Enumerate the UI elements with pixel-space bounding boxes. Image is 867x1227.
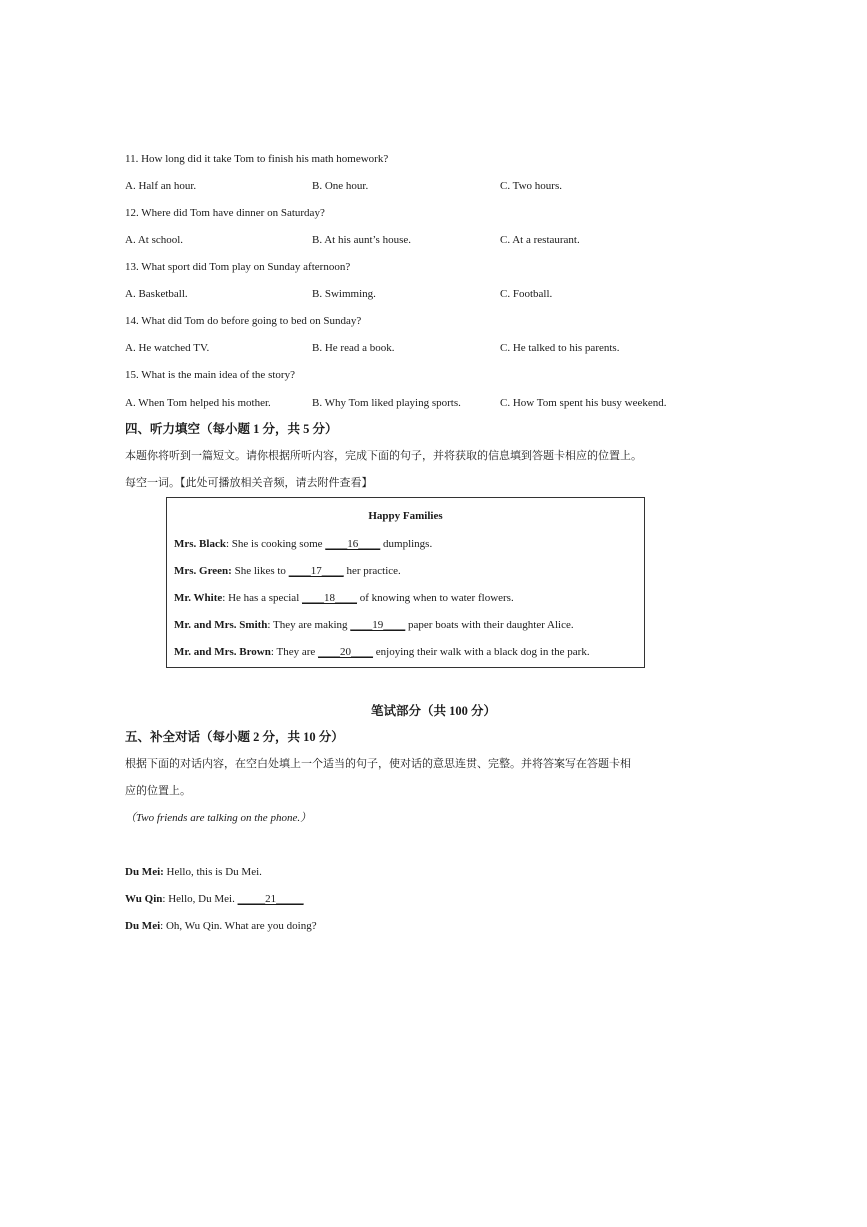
option-a: A. When Tom helped his mother. xyxy=(125,397,271,409)
row-text: : They are making xyxy=(267,619,351,631)
fill-row xyxy=(174,645,590,659)
fill-row xyxy=(174,564,401,578)
blank-19[interactable]: ____19____ xyxy=(350,619,406,631)
blank-16[interactable]: ____16____ xyxy=(325,538,381,550)
dialogue-line xyxy=(125,892,304,906)
row-text: : They are xyxy=(270,646,319,658)
option-c: C. Football. xyxy=(500,288,553,300)
person-name: Mr. and Mrs. Brown xyxy=(174,646,271,658)
written-part-heading: 笔试部分（共 100 分） xyxy=(370,704,496,718)
speaker: Wu Qin xyxy=(125,893,163,905)
option-c: C. He talked to his parents. xyxy=(500,342,620,354)
section-4-heading: 四、听力填空（每小题 1 分，共 5 分） xyxy=(125,422,338,436)
blank-17[interactable]: ____17____ xyxy=(288,565,344,577)
option-a: A. He watched TV. xyxy=(125,342,210,354)
dialogue-scene: （Two friends are talking on the phone.） xyxy=(125,812,312,824)
blank-21[interactable]: _____21_____ xyxy=(237,893,304,905)
option-c: C. How Tom spent his busy weekend. xyxy=(500,397,667,409)
option-b: B. One hour. xyxy=(312,180,369,192)
option-a: A. At school. xyxy=(125,234,184,246)
row-text: her practice. xyxy=(343,565,401,577)
blank-20[interactable]: ____20____ xyxy=(318,646,374,658)
option-b: B. Why Tom liked playing sports. xyxy=(312,397,461,409)
speaker: Du Mei: xyxy=(125,866,164,878)
question-text: 11. How long did it take Tom to finish his math homework? xyxy=(125,153,389,165)
fill-row xyxy=(174,618,574,632)
blank-18[interactable]: ____18____ xyxy=(302,592,357,604)
dialogue-line xyxy=(125,919,317,933)
option-b: B. Swimming. xyxy=(312,288,376,300)
section-5-instruction: 根据下面的对话内容，在空白处填上一个适当的句子，使对话的意思连贯、完整。并将答案写在答题卡相 xyxy=(125,758,631,770)
happy-families-box xyxy=(166,497,645,668)
question-text: 15. What is the main idea of the story? xyxy=(125,369,295,381)
question-text: 14. What did Tom do before going to bed on Sunday? xyxy=(125,315,362,327)
section-5-instruction: 应的位置上。 xyxy=(125,785,191,797)
fill-row xyxy=(174,537,432,551)
dialogue-line xyxy=(125,865,262,879)
box-title: Happy Families xyxy=(368,510,443,522)
speaker: Du Mei xyxy=(125,920,161,932)
row-text: enjoying their walk with a black dog in the park. xyxy=(373,646,590,658)
row-text: of knowing when to water flowers. xyxy=(357,592,514,604)
section-4-instruction: 本题你将听到一篇短文。请你根据所听内容，完成下面的句子，并将获取的信息填到答题卡相应的位置上。 xyxy=(125,450,642,462)
person-name: Mr. and Mrs. Smith xyxy=(174,619,268,631)
question-text: 12. Where did Tom have dinner on Saturday? xyxy=(125,207,325,219)
row-text: paper boats with their daughter Alice. xyxy=(405,619,574,631)
person-name: Mr. White xyxy=(174,592,223,604)
option-c: C. At a restaurant. xyxy=(500,234,580,246)
fill-row xyxy=(174,591,514,605)
question-text: 13. What sport did Tom play on Sunday afternoon? xyxy=(125,261,351,273)
option-a: A. Half an hour. xyxy=(125,180,197,192)
section-5-heading: 五、补全对话（每小题 2 分，共 10 分） xyxy=(125,730,344,744)
person-name: Mrs. Green: xyxy=(174,565,232,577)
dialogue-text: : Hello, Du Mei. xyxy=(162,893,238,905)
dialogue-text: : Oh, Wu Qin. What are you doing? xyxy=(160,920,317,932)
row-text: dumplings. xyxy=(380,538,433,550)
option-c: C. Two hours. xyxy=(500,180,562,192)
person-name: Mrs. Black xyxy=(174,538,226,550)
row-text: : She is cooking some xyxy=(225,538,326,550)
option-a: A. Basketball. xyxy=(125,288,188,300)
row-text: She likes to xyxy=(231,565,289,577)
section-4-instruction: 每空一词。【此处可播放相关音频，请去附件查看】 xyxy=(125,477,373,489)
dialogue-text: Hello, this is Du Mei. xyxy=(163,866,262,878)
row-text: : He has a special xyxy=(222,592,302,604)
option-b: B. He read a book. xyxy=(312,342,395,354)
option-b: B. At his aunt’s house. xyxy=(312,234,412,246)
